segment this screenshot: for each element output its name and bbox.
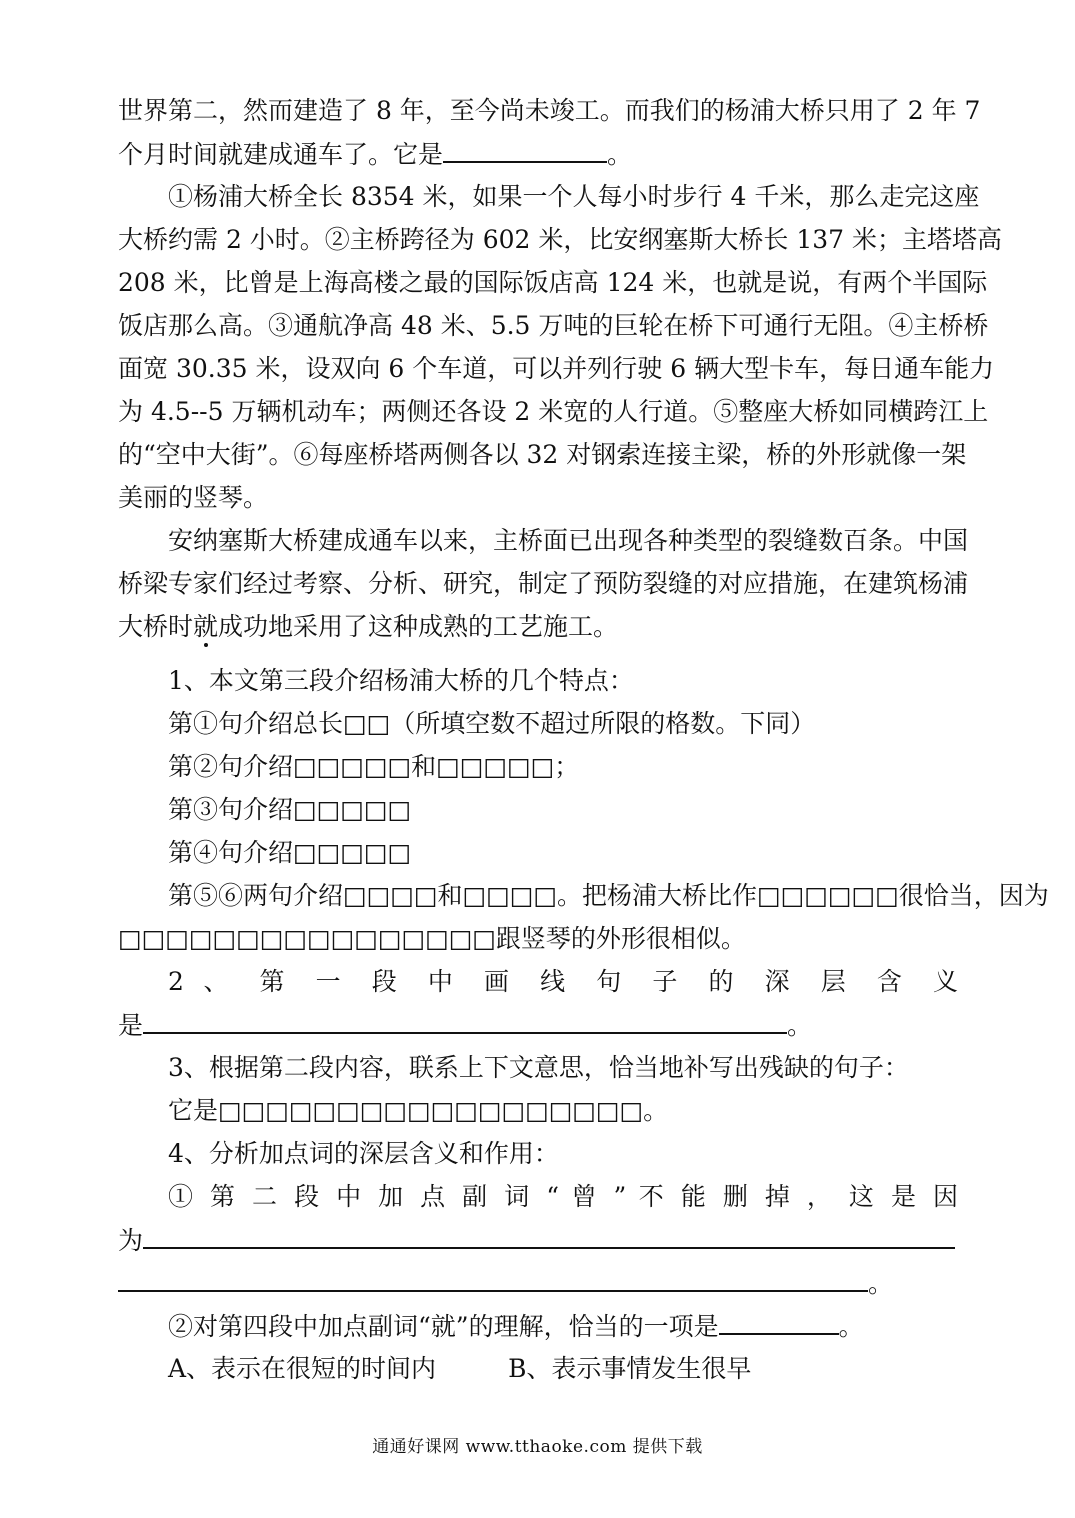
emphasis-dot xyxy=(204,643,208,647)
question4-1-line1: ① 第 二 段 中 加 点 副 词 “ 曾 ” 不 能 删 掉 ， 这 是 因 xyxy=(168,1182,958,1211)
paragraph3-line3-post: 成功地采用了这种成熟的工艺施工。 xyxy=(218,612,619,641)
page-footer: 通通好课网 www.tthaoke.com 提供下载 xyxy=(372,1437,703,1457)
question1-item-e: 第⑤⑥两句介绍□□□□和□□□□。把杨浦大桥比作□□□□□□很恰当，因为 xyxy=(168,881,1049,910)
answer-blank[interactable] xyxy=(443,139,607,163)
question2-end: 。 xyxy=(787,1011,813,1040)
question1-item-b: 第②句介绍□□□□□和□□□□□； xyxy=(168,752,580,781)
question2-line2 xyxy=(118,1010,958,1041)
answer-blank[interactable] xyxy=(118,1268,868,1292)
paragraph3-line1: 安纳塞斯大桥建成通车以来，主桥面已出现各种类型的裂缝数百条。中国 xyxy=(168,526,969,555)
paragraph2-line6: 为 4.5--5 万辆机动车；两侧还各设 2 米宽的人行道。⑤整座大桥如同横跨江上 xyxy=(118,397,989,426)
question1-item-c: 第③句介绍□□□□□ xyxy=(168,795,412,824)
question4-2-options xyxy=(168,1354,958,1384)
option-b[interactable]: B、表示事情发生很早 xyxy=(508,1354,752,1383)
question1-item-d: 第④句介绍□□□□□ xyxy=(168,838,412,867)
paragraph1-line2-end: 。 xyxy=(607,140,633,169)
question1-item-f: □□□□□□□□□□□□□□□□跟竖琴的外形很相似。 xyxy=(118,924,746,953)
paragraph3-line3 xyxy=(118,612,958,642)
paragraph2-line1: ①杨浦大桥全长 8354 米，如果一个人每小时步行 4 千米，那么走完这座 xyxy=(168,182,980,211)
paragraph1-line2-text: 个月时间就建成通车了。它是 xyxy=(118,140,444,169)
paragraph2-line4: 饭店那么高。③通航净高 48 米、5.5 万吨的巨轮在桥下可通行无阻。④主桥桥 xyxy=(118,311,989,340)
question4-2-end: 。 xyxy=(838,1312,864,1341)
paragraph1-line2 xyxy=(118,139,958,170)
question3-title: 3、根据第二段内容，联系上下文意思，恰当地补写出残缺的句子： xyxy=(168,1053,909,1082)
paragraph2-line2: 大桥约需 2 小时。②主桥跨径为 602 米，比安纲塞斯大桥长 137 米；主塔塔高 xyxy=(118,225,1003,254)
question2-prefix: 是 xyxy=(118,1011,144,1040)
paragraph2-line5: 面宽 30.35 米，设双向 6 个车道，可以并列行驶 6 辆大型卡车，每日通车能力 xyxy=(118,354,995,383)
dotted-word-jiu xyxy=(193,612,218,641)
question1-item-a: 第①句介绍总长□□（所填空数不超过所限的格数。下同） xyxy=(168,709,816,738)
paragraph2-line3: 208 米，比曾是上海高楼之最的国际饭店高 124 米，也就是说，有两个半国际 xyxy=(118,268,988,297)
paragraph3-line3-pre: 大桥时 xyxy=(118,612,194,641)
answer-blank[interactable] xyxy=(143,1010,787,1034)
question3-answer: 它是□□□□□□□□□□□□□□□□□□。 xyxy=(168,1096,669,1125)
question4-2-text: ②对第四段中加点副词“就”的理解，恰当的一项是 xyxy=(168,1312,719,1341)
question1-title: 1、本文第三段介绍杨浦大桥的几个特点： xyxy=(168,666,634,695)
answer-blank[interactable] xyxy=(143,1225,955,1249)
question2-line1: 2 、 第 一 段 中 画 线 句 子 的 深 层 含 义 xyxy=(168,967,958,996)
question4-2-line xyxy=(168,1311,958,1342)
question4-1-line3 xyxy=(118,1268,958,1299)
question4-1-end: 。 xyxy=(868,1269,894,1298)
dotted-word-jiu-text: 就 xyxy=(193,612,219,641)
option-a[interactable]: A、表示在很短的时间内 xyxy=(168,1354,437,1383)
paragraph1-line1: 世界第二，然而建造了 8 年，至今尚未竣工。而我们的杨浦大桥只用了 2 年 7 xyxy=(118,96,981,125)
question4-title: 4、分析加点词的深层含义和作用： xyxy=(168,1139,559,1168)
paragraph2-line8: 美丽的竖琴。 xyxy=(118,483,269,512)
paragraph3-line2: 桥梁专家们经过考察、分析、研究，制定了预防裂缝的对应措施，在建筑杨浦 xyxy=(118,569,969,598)
question4-1-prefix: 为 xyxy=(118,1226,144,1255)
answer-blank[interactable] xyxy=(719,1311,839,1335)
question4-1-line2 xyxy=(118,1225,958,1256)
paragraph2-line7: 的“空中大街”。⑥每座桥塔两侧各以 32 对钢索连接主梁，桥的外形就像一架 xyxy=(118,440,967,469)
